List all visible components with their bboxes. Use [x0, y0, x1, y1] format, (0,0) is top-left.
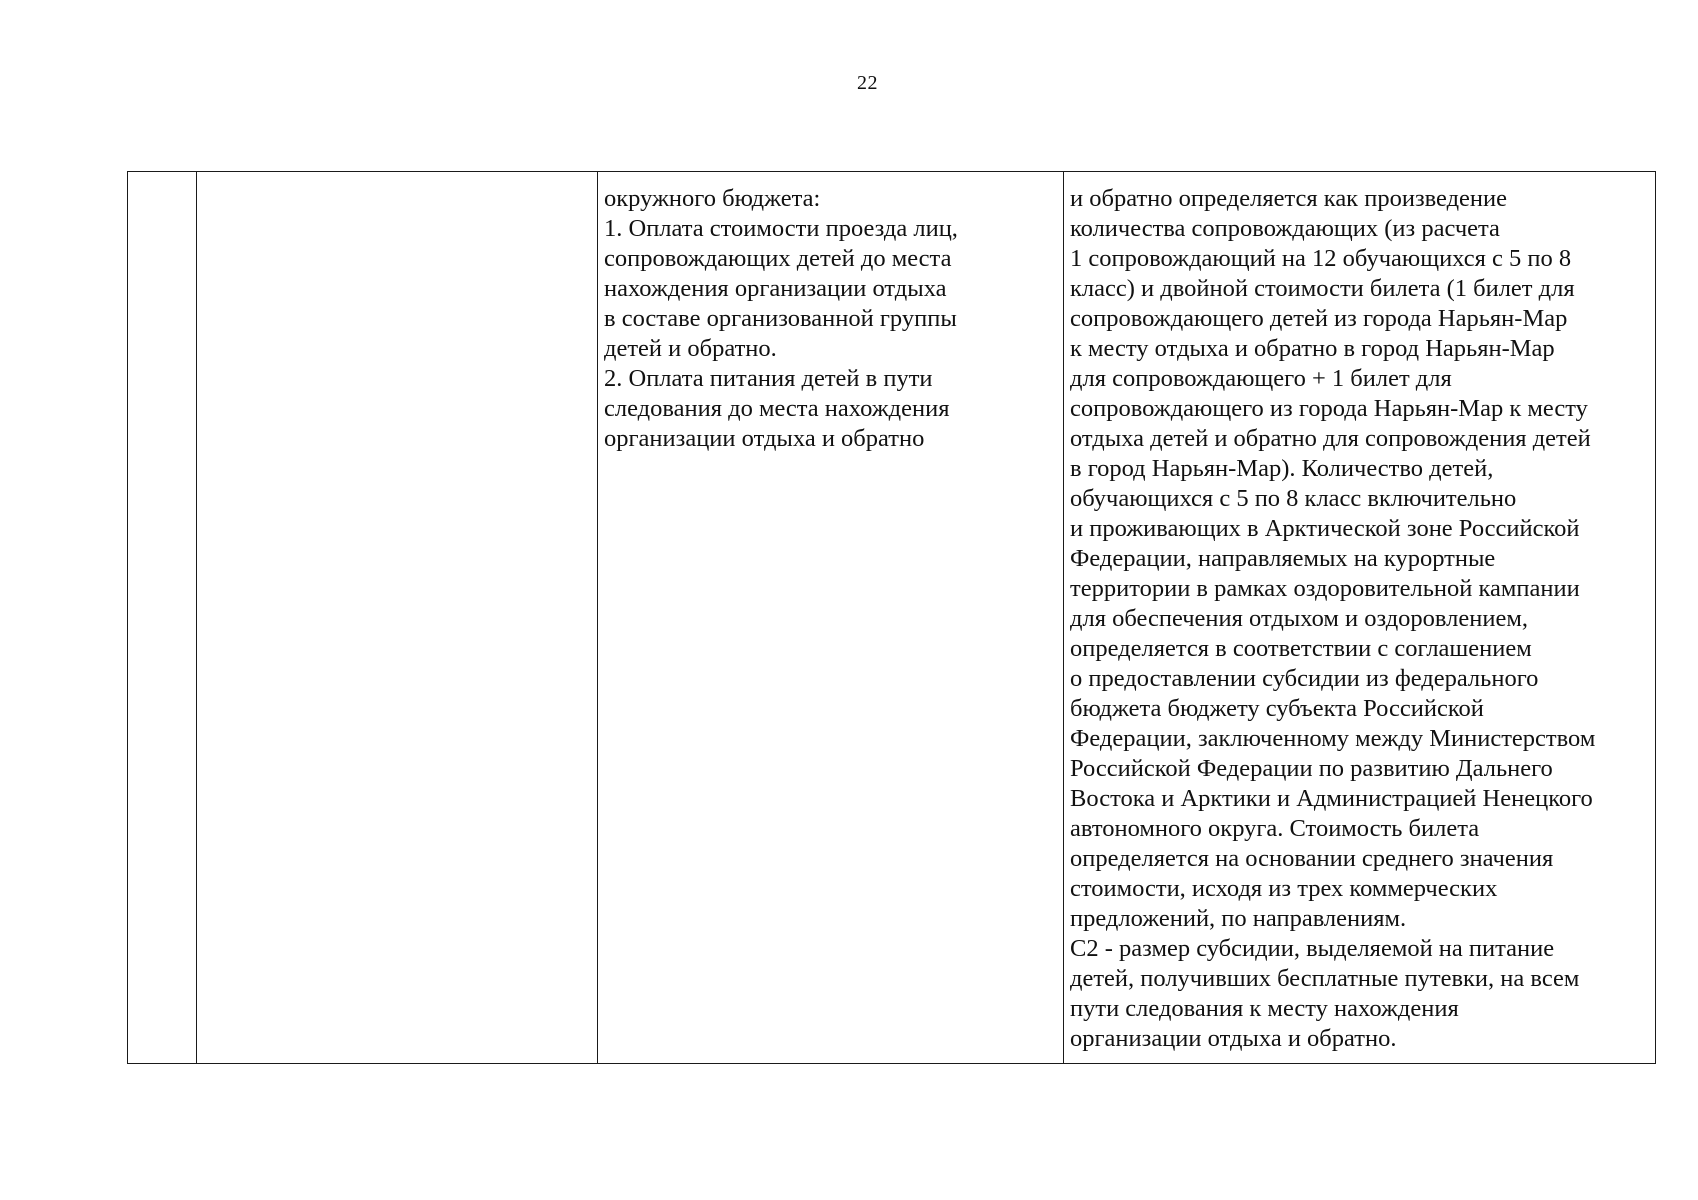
text-line: 1. Оплата стоимости проезда лиц,	[604, 215, 958, 242]
text-line: и обратно определяется как произведение	[1070, 185, 1508, 212]
text-line: нахождения организации отдыха	[604, 275, 947, 302]
table-row	[128, 172, 1656, 1064]
text-line: о предоставлении субсидии из федерального	[1070, 665, 1539, 692]
text-line: к месту отдыха и обратно в город Нарьян-Мар	[1070, 335, 1555, 362]
text-line: и проживающих в Арктической зоне Российской	[1070, 515, 1580, 542]
text-line: класс) и двойной стоимости билета (1 билет для	[1070, 275, 1575, 302]
text-line: сопровождающих детей до места	[604, 245, 952, 272]
text-line: обучающихся с 5 по 8 класс включительно	[1070, 485, 1517, 512]
text-line: предложений, по направлениям.	[1070, 905, 1407, 932]
text-line: 1 сопровождающий на 12 обучающихся с 5 по 8	[1070, 245, 1572, 272]
text-line: организации отдыха и обратно.	[1070, 1025, 1397, 1052]
text-line: территории в рамках оздоровительной кампании	[1070, 575, 1580, 602]
text-line: бюджета бюджету субъекта Российской	[1070, 695, 1484, 722]
text-line: автономного округа. Стоимость билета	[1070, 815, 1480, 842]
text-line: Российской Федерации по развитию Дальнего	[1070, 755, 1553, 782]
cell-name	[197, 172, 598, 1064]
text-line: Федерации, заключенному между Министерством	[1070, 725, 1596, 752]
text-line: отдыха детей и обратно для сопровождения детей	[1070, 425, 1591, 452]
text-line: в город Нарьян-Мар). Количество детей,	[1070, 455, 1494, 482]
cell-funding-source	[598, 172, 1064, 1064]
text-line: для обеспечения отдыхом и оздоровлением,	[1070, 605, 1528, 632]
text-line: С2 - размер субсидии, выделяемой на питание	[1070, 935, 1555, 962]
text-line: определяется в соответствии с соглашением	[1070, 635, 1532, 662]
text-line: в составе организованной группы	[604, 305, 957, 332]
text-line: следования до места нахождения	[604, 395, 950, 422]
document-table	[127, 171, 1656, 1064]
text-line: детей, получивших бесплатные путевки, на всем	[1070, 965, 1580, 992]
text-line: сопровождающего из города Нарьян-Мар к месту	[1070, 395, 1588, 422]
cell-calculation-method	[1064, 172, 1656, 1064]
cell-number	[128, 172, 197, 1064]
text-line: сопровождающего детей из города Нарьян-Мар	[1070, 305, 1568, 332]
text-line: Федерации, направляемых на курортные	[1070, 545, 1496, 572]
page-number: 22	[857, 72, 878, 94]
text-line: окружного бюджета:	[604, 185, 821, 212]
text-line: детей и обратно.	[604, 335, 777, 362]
text-line: стоимости, исходя из трех коммерческих	[1070, 875, 1498, 902]
text-line: пути следования к месту нахождения	[1070, 995, 1459, 1022]
text-line: 2. Оплата питания детей в пути	[604, 365, 933, 392]
text-line: для сопровождающего + 1 билет для	[1070, 365, 1452, 392]
text-line: Востока и Арктики и Администрацией Ненецкого	[1070, 785, 1593, 812]
text-line: организации отдыха и обратно	[604, 425, 925, 452]
text-line: количества сопровождающих (из расчета	[1070, 215, 1500, 242]
text-line: определяется на основании среднего значения	[1070, 845, 1554, 872]
